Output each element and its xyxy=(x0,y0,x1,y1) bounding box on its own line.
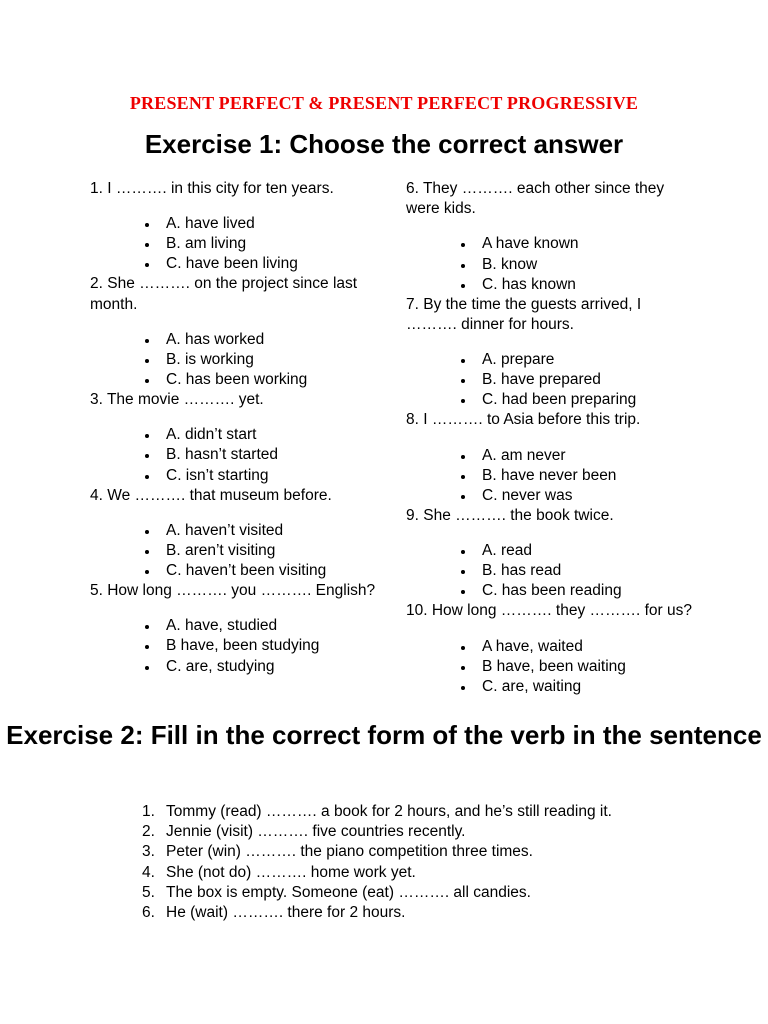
question-9-options xyxy=(406,541,696,601)
list-item xyxy=(142,863,702,883)
question-8-options xyxy=(406,446,696,506)
option: C. haven’t been visiting xyxy=(90,561,380,581)
item-text: The box is empty. Someone (eat) ………. all candies. xyxy=(166,883,531,901)
exercise-2-heading: Exercise 2: Fill in the correct form of the verb in the sentence xyxy=(6,720,762,750)
question-5: 5. How long ………. you ………. English? xyxy=(90,582,376,600)
item-number: 6. xyxy=(142,904,155,922)
option: A. didn’t start xyxy=(90,425,380,445)
option: B. has read xyxy=(406,561,696,581)
option: A. have, studied xyxy=(90,616,380,636)
option: B have, been studying xyxy=(90,636,380,656)
question-1: 1. I ………. in this city for ten years. xyxy=(90,180,334,197)
item-number: 5. xyxy=(142,883,155,901)
option: A have known xyxy=(406,234,696,254)
question-4-options xyxy=(90,521,380,581)
question-9: 9. She ………. the book twice. xyxy=(406,506,614,524)
question-7: 7. By the time the guests arrived, I ………. dinner for hours. xyxy=(406,295,642,333)
option: B. have never been xyxy=(406,466,696,486)
option: C. isn’t starting xyxy=(90,466,380,486)
question-6-options xyxy=(406,234,696,294)
question-2-options xyxy=(90,330,380,390)
option: C. had been preparing xyxy=(406,390,696,410)
option: B. hasn’t started xyxy=(90,445,380,465)
item-text: He (wait) ………. there for 2 hours. xyxy=(166,904,406,922)
option: A. has worked xyxy=(90,330,380,350)
question-2: 2. She ………. on the project since last month. xyxy=(90,275,358,313)
option: A. have lived xyxy=(90,214,380,234)
list-item xyxy=(142,842,702,862)
option: A have, waited xyxy=(406,637,696,657)
item-number: 1. xyxy=(142,803,155,820)
item-number: 4. xyxy=(142,863,155,881)
question-10-options xyxy=(406,637,696,697)
option: B. is working xyxy=(90,350,380,370)
option: A. haven’t visited xyxy=(90,521,380,541)
option: C. have been living xyxy=(90,254,380,274)
exercise-2-list xyxy=(142,802,702,923)
option: B. have prepared xyxy=(406,370,696,390)
question-8: 8. I ………. to Asia before this trip. xyxy=(406,411,641,429)
option: C. are, studying xyxy=(90,657,380,677)
item-text: She (not do) ………. home work yet. xyxy=(166,863,416,881)
question-6: 6. They ………. each other since they were kids. xyxy=(406,180,665,218)
question-3-options xyxy=(90,425,380,485)
option: C. never was xyxy=(406,486,696,506)
exercise-1-left-column xyxy=(90,179,380,677)
item-text: Jennie (visit) ………. five countries recently. xyxy=(166,823,466,841)
option: C. are, waiting xyxy=(406,677,696,697)
option: A. prepare xyxy=(406,350,696,370)
question-7-options xyxy=(406,350,696,410)
list-item xyxy=(142,903,702,923)
item-text: Tommy (read) ………. a book for 2 hours, and he’s still reading it. xyxy=(166,803,612,820)
list-item xyxy=(142,822,702,842)
item-number: 3. xyxy=(142,843,155,861)
question-1-options xyxy=(90,214,380,274)
page-title: PRESENT PERFECT & PRESENT PERFECT PROGRESSIVE xyxy=(129,93,639,113)
option: B. aren’t visiting xyxy=(90,541,380,561)
option: C. has been reading xyxy=(406,581,696,601)
question-4: 4. We ………. that museum before. xyxy=(90,486,332,504)
question-5-options xyxy=(90,616,380,676)
option: A. read xyxy=(406,541,696,561)
question-3: 3. The movie ………. yet. xyxy=(90,391,264,409)
option: C. has known xyxy=(406,275,696,295)
question-10: 10. How long ………. they ………. for us? xyxy=(406,602,692,620)
list-item xyxy=(142,802,702,822)
option: C. has been working xyxy=(90,370,380,390)
list-item xyxy=(142,883,702,903)
option: B. am living xyxy=(90,234,380,254)
option: A. am never xyxy=(406,446,696,466)
item-number: 2. xyxy=(142,823,155,841)
exercise-1-heading: Exercise 1: Choose the correct answer xyxy=(144,129,624,159)
option: B. know xyxy=(406,255,696,275)
item-text: Peter (win) ………. the piano competition three times. xyxy=(166,843,533,861)
option: B have, been waiting xyxy=(406,657,696,677)
exercise-1-right-column xyxy=(406,179,696,697)
